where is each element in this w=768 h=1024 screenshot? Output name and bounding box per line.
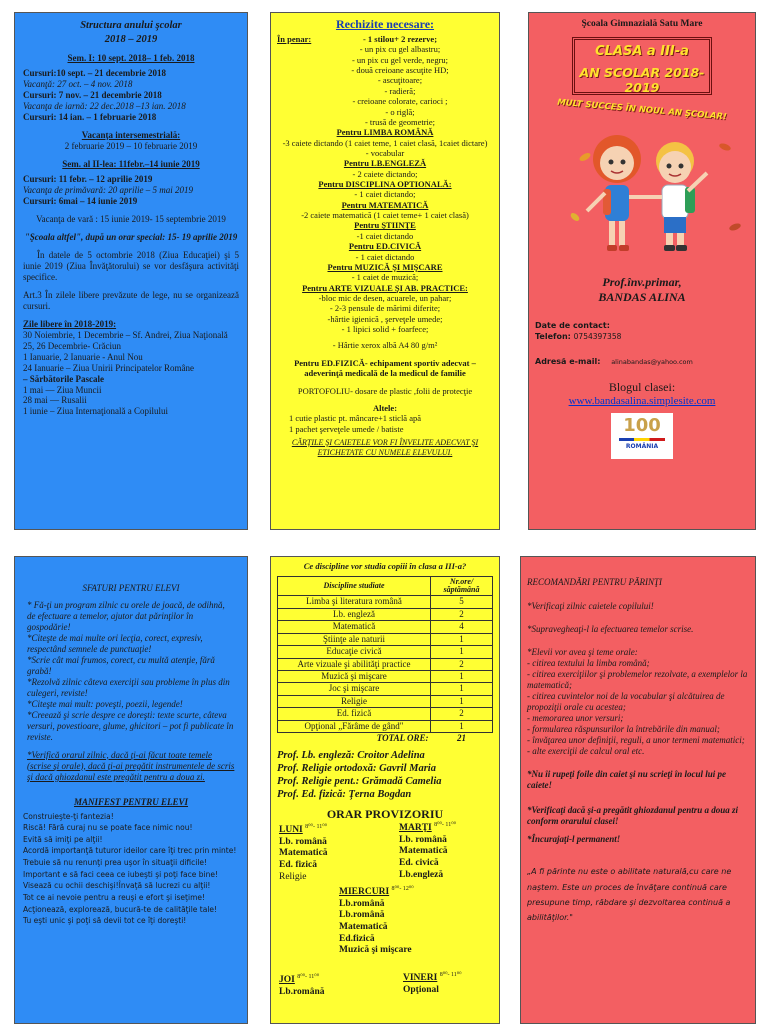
free-days-title: Zile libere în 2018-2019: — [23, 318, 117, 329]
discipline-hours: 2 — [431, 608, 493, 620]
penar-item: - 1 stilou+ 2 rezerve; — [362, 34, 438, 44]
tips-title: SFATURI PENTRU ELEVI — [82, 583, 180, 593]
supply-item: -3 caiete dictando (1 caiet teme, 1 caiet clasă, 1caiet dictare) — [282, 137, 488, 148]
manifest-item: Acordă importanţă tuturor ideilor care îţi trec prin minte! — [23, 846, 237, 856]
supply-section-heading: Pentru ED.CIVICĂ — [348, 241, 422, 252]
discipline-hours: 1 — [431, 646, 493, 658]
art3-note: Art.3 În zilele libere prevăzute de lege, nu se organizează cursuri. — [23, 289, 239, 311]
supply-item: - 1 caiet dictando; — [354, 189, 416, 200]
discipline-name: Joc şi mişcare — [278, 683, 431, 695]
check-tip: *Verifică orarul zilnic, dacă ţi-ai făcut toate temele (scrise şi orale), dacă ţi-ai pregătit instrumentele de scris şi dacă ghiozdanul este pregătit pentru a doua zi. — [27, 749, 235, 782]
discipline-hours: 2 — [431, 708, 493, 720]
supply-item: -hârtie igienică , şerveţele umede; — [327, 313, 443, 324]
sem2-line: Cursuri: 6mai – 14 iunie 2019 — [23, 195, 138, 206]
free-day: 30 Noiembrie, 1 Decembrie – Sf. Andrei, Ziua Naţională — [23, 329, 228, 340]
teacher-line: Prof. Religie pent.: Grămadă Camelia — [277, 775, 442, 787]
blog-link[interactable]: www.bandasalina.simplesite.com — [568, 395, 716, 407]
panel-school-year-structure — [14, 12, 248, 530]
manifest-item: Riscă! Fără curaj nu se poate face nimic nou! — [23, 823, 193, 833]
sem2-line: Vacanţa de primăvară: 20 aprilie – 5 mai 2019 — [23, 184, 193, 195]
panel-parent-recommendations — [520, 556, 756, 1024]
oral-homework-item: - alte exerciţii de calcul oral etc. — [527, 745, 645, 756]
teacher-line: Prof. Lb. engleză: Croitor Adelina — [277, 749, 425, 761]
rec-check-notebooks: *Verificaţi zilnic caietele copilului! — [527, 601, 654, 611]
manifest-item: Important e să faci ceea ce iubeşti şi poţi face bine! — [23, 869, 218, 879]
table-row — [278, 608, 493, 620]
rec-backpack: *Verificaţi dacă şi-a pregătit ghiozdanul pentru a doua zi conform orarului clasei! — [527, 804, 739, 826]
col-hours: Nr.ore/ săptămână — [431, 576, 493, 596]
phone-label: Telefon: — [535, 332, 571, 341]
table-row — [278, 621, 493, 633]
discipline-name: Ştiinţe ale naturii — [278, 633, 431, 645]
disciplines-title: Ce discipline vor studia copiii în clasa a III-a? — [303, 561, 467, 571]
oral-homework-item: - citirea textului la limba română; — [527, 657, 650, 668]
penar-item: - ascuţitoare; — [377, 75, 423, 86]
tip-item: * Fă-ţi un program zilnic cu orele de joacă, de odihnă, de efectuare a temelor, ajutor dat părinţilor în gospodărie! — [27, 600, 225, 632]
day-vineri: VINERI $^{8^{00}- 11^{00}}$ Opţional — [403, 972, 462, 995]
structure-year: 2018 – 2019 — [104, 33, 158, 45]
special-days-note: În datele de 5 octombrie 2018 (Ziua Educaţiei) şi 5 iunie 2019 (Ziua Învăţătorului) se vor desfăşura activităţi specifice. — [23, 249, 239, 282]
flag-stripe — [619, 438, 665, 441]
supply-sections — [277, 127, 493, 351]
penar-item: - trusă de geometrie; — [364, 116, 436, 127]
day-luni: LUNI $^{8^{00}- 11^{00}}$ Lb. română Matematică Ed. fizică Religie — [279, 824, 328, 882]
supply-item: - 1 caiet dictando — [355, 251, 415, 262]
manifest-item: Acţionează, explorează, bucură-te de calităţile tale! — [23, 904, 218, 914]
supply-item: -bloc mic de desen, acuarele, un pahar; — [318, 292, 452, 303]
blog-title: Blogul clasei: — [608, 380, 676, 394]
supply-section-heading: Pentru LIMBA ROMÂNĂ — [336, 127, 434, 138]
sem1-heading: Sem. I: 10 sept. 2018– 1 feb. 2018 — [67, 53, 195, 64]
table-row — [278, 720, 493, 732]
day-miercuri: MIERCURI $^{8^{00}- 12^{00}}$ Lb.română Lb.română Matematică Ed.fizică Muzică şi mişcare — [339, 886, 414, 956]
school-name: Şcoala Gimnazială Satu Mare — [581, 19, 703, 29]
altele-item: 1 pachet şerveţele umede / batiste — [289, 423, 404, 434]
disciplines-table — [277, 576, 493, 745]
class-banner — [572, 37, 712, 95]
supply-section-heading: Pentru ŞTIINŢE — [354, 220, 416, 231]
panel-student-tips — [14, 556, 248, 1024]
sem1-line: Cursuri: 7 nov. – 21 decembrie 2018 — [23, 90, 162, 101]
discipline-name: Matematică — [278, 621, 431, 633]
email-label: Adresă e-mail: — [535, 357, 601, 366]
penar-item: - un pix cu gel albastru; — [359, 44, 441, 55]
altele-title: Altele: — [372, 402, 398, 413]
discipline-name: Muzică şi mişcare — [278, 671, 431, 683]
rec-encourage: *Încurajaţi-l permanent! — [527, 833, 621, 844]
manifest-item: Visează cu ochii deschişi!Învaţă să lucrezi cu alţii! — [23, 881, 211, 891]
table-row — [278, 596, 493, 608]
penar-list — [277, 34, 493, 127]
oral-homework-item: - citirea exerciţiilor şi problemelor rezolvate, a exemplelor la matematică; — [527, 668, 748, 690]
summer-vacation: Vacanţa de vară : 15 iunie 2019- 15 septembrie 2019 — [36, 213, 226, 224]
rec-supervise: *Supravegheaţi-l la efectuarea temelor scrise. — [527, 623, 694, 634]
discipline-name: Lb. engleză — [278, 608, 431, 620]
penar-item: - creioane colorate, carioci ; — [352, 96, 448, 107]
supplies-footer: CĂRŢILE ŞI CAIETELE VOR FI ÎNVELITE ADECVAT ŞI ETICHETATE CU NUMELE ELEVULUI. — [291, 437, 479, 457]
sem1-line: Cursuri:10 sept. – 21 decembrie 2018 — [23, 68, 166, 79]
girl-figure — [593, 135, 641, 251]
email-value[interactable]: alinabandas@yahoo.com — [611, 358, 693, 366]
manifest-item: Tu eşti unic şi poţi să devii tot ce îţi doreşti! — [23, 916, 187, 926]
intersem-dates: 2 februarie 2019 – 10 februarie 2019 — [64, 141, 198, 152]
manifest-list — [23, 811, 239, 927]
supply-section-heading: Pentru LB.ENGLEZĂ — [343, 158, 427, 169]
penar-item: - un pix cu gel verde, negru; — [351, 54, 449, 65]
total-value: 21 — [457, 733, 466, 744]
free-day: 1 iunie – Ziua Internaţională a Copilului — [23, 406, 168, 417]
manifest-item: Construieşte-ţi fantezia! — [23, 811, 114, 821]
supply-item: - vocabular — [365, 147, 405, 158]
table-row — [278, 695, 493, 707]
discipline-name: Opţional „Fărâme de gând" — [278, 720, 431, 732]
oral-homework-list — [527, 658, 749, 757]
discipline-name: Limba şi literatura română — [278, 596, 431, 608]
supply-item: - Hârtie xerox albă A4 80 g/m² — [332, 340, 438, 351]
penar-label: În penar: — [277, 34, 312, 44]
discipline-hours: 1 — [431, 720, 493, 732]
supply-item: - 1 lipici solid + foarfece; — [341, 324, 429, 335]
discipline-hours: 1 — [431, 671, 493, 683]
free-day: 24 Ianuarie – Ziua Unirii Principatelor Române — [23, 362, 194, 373]
free-day: 1 Ianuarie, 2 Ianuarie - Anul Nou — [23, 351, 143, 362]
phone-row — [535, 332, 749, 341]
free-day: 28 mai — Rusalii — [23, 395, 87, 406]
schedule-grid — [277, 824, 493, 1024]
sem2-heading: Sem. al II-lea: 11febr.–14 iunie 2019 — [62, 159, 200, 170]
manifest-item: Tot ce ai nevoie pentru a reuşi e efort şi iseţime! — [23, 892, 205, 902]
supply-section-heading: Pentru MATEMATICĂ — [341, 199, 429, 210]
panel-cover — [528, 12, 756, 530]
supply-item: - 2-3 pensule de mărimi diferite; — [329, 303, 441, 314]
supplies-title: Rechizite necesare: — [335, 17, 435, 31]
email-row — [535, 357, 749, 366]
tip-item: *Rezolvă zilnic câteva exerciţii sau probleme în plus din culegeri, reviste! — [27, 676, 230, 698]
teacher-name: BANDAS ALINA — [598, 290, 686, 304]
manifest-item: Evită să imiţi pe alţii! — [23, 834, 103, 844]
parenting-quote: „A fi părinte nu este o abilitate naturală,cu care ne naştem. Este un proces de învăţare continuă care presupune timp, răbdare şi dezvoltarea continuă a abilităţilor." — [527, 867, 732, 923]
tip-item: *Creează şi scrie despre ce doreşti: texte scurte, câteva versuri, povestioare, glume, ghicitori – pot fi publicate în reviste. — [27, 709, 234, 742]
romania-100-logo — [611, 413, 673, 459]
day-joi: JOI $^{8^{00}- 11^{00}}$ Lb.română — [279, 974, 325, 997]
free-days-list — [23, 330, 239, 418]
panel-supplies — [270, 12, 500, 530]
oral-homework-item: - învăţarea unor definiţii, reguli, a unor termeni matematici; — [527, 734, 745, 745]
discipline-hours: 4 — [431, 621, 493, 633]
discipline-name: Ed. fizică — [278, 708, 431, 720]
discipline-hours: 5 — [431, 596, 493, 608]
table-row — [278, 658, 493, 670]
penar-item: - două creioane ascuţite HD; — [351, 65, 449, 76]
teacher-title: Prof.înv.primar, — [602, 275, 682, 289]
tip-item: *Citeşte de mai multe ori lecţia, corect, expresiv, respectând semnele de punctuaţie! — [27, 632, 203, 654]
portofoliu-note: PORTOFOLIU- dosare de plastic ,folii de protecţie — [297, 385, 473, 396]
supply-section-heading: Pentru ARTE VIZUALE ŞI AB. PRACTICE: — [302, 282, 468, 293]
penar-item: - radieră; — [384, 85, 416, 96]
sem1-line: Vacanţă: 27 oct. – 4 nov. 2018 — [23, 79, 133, 90]
contact-title: Date de contact: — [535, 321, 610, 330]
rec-no-tearing: *Nu îi rupeţi foile din caiet şi nu scrieţi în locul lui pe caiete! — [527, 768, 727, 790]
altele-item: 1 cutie plastic pt. mâncare+1 sticlă apă — [289, 413, 422, 424]
discipline-name: Arte vizuale şi abilităţi practice — [278, 658, 431, 670]
day-marti: MARŢI $^{8^{00}- 11^{00}}$ Lb. română Matematică Ed. civică Lb.engleză — [399, 822, 457, 880]
sem1-line: Cursuri: 14 ian. – 1 februarie 2018 — [23, 112, 157, 123]
intersem-title: Vacanţa intersemestrială: — [81, 130, 181, 141]
teachers-list — [277, 749, 493, 802]
oral-homework-item: - memorarea unor versuri; — [527, 712, 624, 723]
supply-item: - 1 caiet de muzică; — [351, 272, 419, 283]
phone-value: 0754397358 — [573, 332, 622, 341]
altele-list — [277, 413, 493, 434]
total-label: TOTAL ORE: — [376, 733, 429, 744]
discipline-hours: 1 — [431, 683, 493, 695]
children-illustration — [535, 117, 751, 267]
teacher-line: Prof. Ed. fizică: Ţerna Bogdan — [277, 789, 412, 801]
school-year-label: AN SCOLAR 2018-2019 — [579, 65, 705, 95]
edfizica-note: Pentru ED.FIZICĂ- echipament sportiv adecvat – adeverinţă medicală de la medicul de familie — [294, 357, 476, 379]
sem2-list — [23, 174, 239, 207]
penar-block — [277, 34, 493, 127]
sem1-line: Vacanţa de iarnă: 22 dec.2018 –13 ian. 2018 — [23, 101, 186, 112]
discipline-name: Religie — [278, 695, 431, 707]
supply-item: -2 caiete matematică (1 caiet teme+ 1 caiet clasă) — [301, 210, 469, 221]
manifest-item: Trebuie să nu renunţi prea uşor în situaţii dificile! — [23, 858, 208, 867]
table-row — [278, 671, 493, 683]
table-row — [278, 646, 493, 658]
table-row — [278, 708, 493, 720]
parents-title: RECOMANDĂRI PENTRU PĂRINŢI — [527, 577, 662, 587]
teacher-line: Prof. Religie ortodoxă: Gavril Maria — [277, 762, 436, 774]
free-day: 1 mai — Ziua Muncii — [23, 384, 102, 395]
penar-item: - o riglă; — [385, 106, 415, 117]
free-day: – Sărbătorile Pascale — [23, 373, 104, 384]
table-row — [278, 633, 493, 645]
supply-item: -1 caiet dictando — [356, 230, 414, 241]
scoala-altfel: "Şcoala altfel", după un orar special: 15- 19 aprilie 2019 — [24, 231, 238, 242]
panel-disciplines — [270, 556, 500, 1024]
sem2-line: Cursuri: 11 febr. – 12 aprilie 2019 — [23, 174, 153, 184]
supply-section-heading: Pentru DISCIPLINA OPTIONALĂ: — [318, 179, 452, 190]
discipline-hours: 2 — [431, 658, 493, 670]
sem1-list — [23, 68, 239, 123]
discipline-hours: 1 — [431, 695, 493, 707]
col-discipline: Discipline studiate — [278, 576, 431, 596]
oral-homework-item: - citirea cuvintelor noi de la vocabular şi alcătuirea de propoziţii orale cu acestea; — [527, 690, 725, 712]
tips-list — [23, 600, 239, 743]
class-label: CLASA a III-a — [595, 44, 689, 59]
table-row — [278, 683, 493, 695]
logo-text: ROMÂNIA — [625, 443, 659, 450]
supply-section-heading: Pentru MUZICĂ ŞI MIŞCARE — [327, 261, 443, 272]
tip-item: *Citeşte mai mult: poveşti, poezii, legende! — [27, 698, 183, 709]
discipline-hours: 1 — [431, 633, 493, 645]
logo-number: 100 — [623, 415, 661, 436]
free-day: 25, 26 Decembrie- Crăciun — [23, 340, 121, 351]
success-slogan: MULT SUCCES ÎN NOUL AN ŞCOLAR! — [556, 97, 728, 123]
rec-oral-intro: *Elevii vor avea şi teme orale: — [527, 646, 638, 657]
discipline-name: Educaţie civică — [278, 646, 431, 658]
supply-item: - 2 caiete dictando; — [352, 168, 418, 179]
structure-title: Structura anului şcolar — [80, 20, 182, 31]
tip-item: *Scrie cât mai frumos, corect, cu multă atenţie, fără grabă! — [27, 654, 215, 676]
oral-homework-item: - formularea răspunsurilor la întrebările din manual; — [527, 723, 720, 734]
schedule-title: ORAR PROVIZORIU — [326, 807, 444, 822]
manifest-title: MANIFEST PENTRU ELEVI — [73, 796, 189, 807]
